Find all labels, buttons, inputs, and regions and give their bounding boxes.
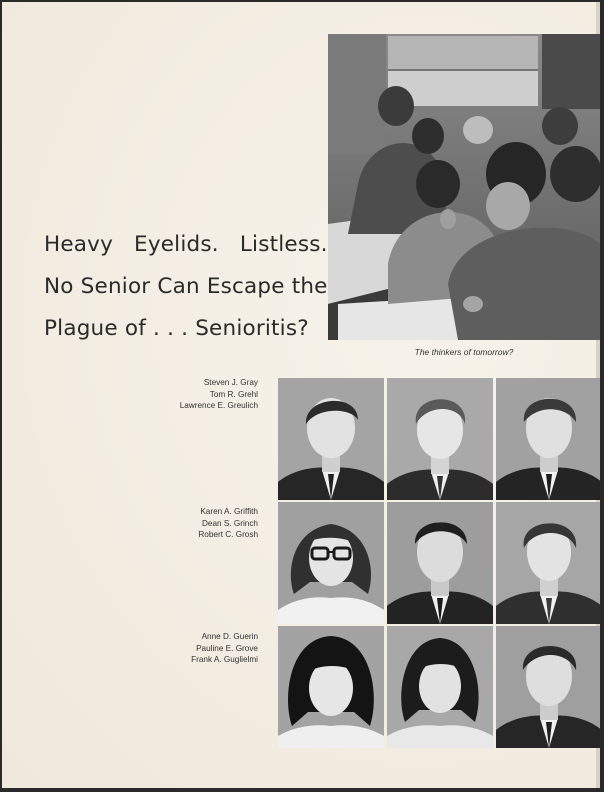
portrait-frank-a-guglielmi bbox=[496, 626, 600, 748]
student-name: Robert C. Grosh bbox=[198, 530, 258, 539]
portrait-robert-c-grosh bbox=[496, 502, 600, 624]
portrait-tom-r-grehl bbox=[387, 378, 493, 500]
student-name: Dean S. Grinch bbox=[202, 518, 258, 528]
portrait-image bbox=[496, 502, 600, 624]
portrait-image bbox=[496, 378, 600, 500]
portrait-pauline-e-grove bbox=[387, 626, 493, 748]
student-name: Pauline E. Grove bbox=[196, 643, 258, 653]
student-name: Anne D. Guerin bbox=[201, 632, 258, 641]
portrait-dean-s-grinch bbox=[387, 502, 493, 624]
student-name: Karen A. Griffith bbox=[200, 507, 258, 516]
portrait-image bbox=[387, 378, 493, 500]
headline bbox=[44, 224, 328, 350]
portrait-image bbox=[496, 626, 600, 748]
photo-caption: The thinkers of tomorrow? bbox=[414, 347, 514, 357]
portrait-image bbox=[278, 626, 384, 748]
headline-line-3: Plague of . . . Senioritis? bbox=[44, 316, 309, 341]
classroom-photo-image bbox=[328, 34, 600, 340]
headline-line-1: Heavy Eyelids. Listless. bbox=[44, 232, 328, 257]
classroom-photo bbox=[328, 34, 600, 340]
portrait-image bbox=[387, 502, 493, 624]
portrait-karen-a-griffith bbox=[278, 502, 384, 624]
portrait-steven-j-gray bbox=[278, 378, 384, 500]
portrait-image bbox=[278, 378, 384, 500]
student-name: Frank A. Guglielmi bbox=[191, 655, 258, 664]
yearbook-page bbox=[2, 2, 600, 788]
portrait-lawrence-e-greulich bbox=[496, 378, 600, 500]
student-name: Lawrence E. Greulich bbox=[179, 401, 258, 410]
portrait-image bbox=[387, 626, 493, 748]
names-row-1 bbox=[142, 377, 258, 412]
student-name: Tom R. Grehl bbox=[209, 389, 258, 399]
portrait-anne-d-guerin bbox=[278, 626, 384, 748]
portrait-image bbox=[278, 502, 384, 624]
headline-line-2: No Senior Can Escape the bbox=[44, 274, 328, 299]
names-row-2 bbox=[142, 506, 258, 541]
student-name: Steven J. Gray bbox=[203, 378, 258, 387]
names-row-3 bbox=[142, 631, 258, 666]
